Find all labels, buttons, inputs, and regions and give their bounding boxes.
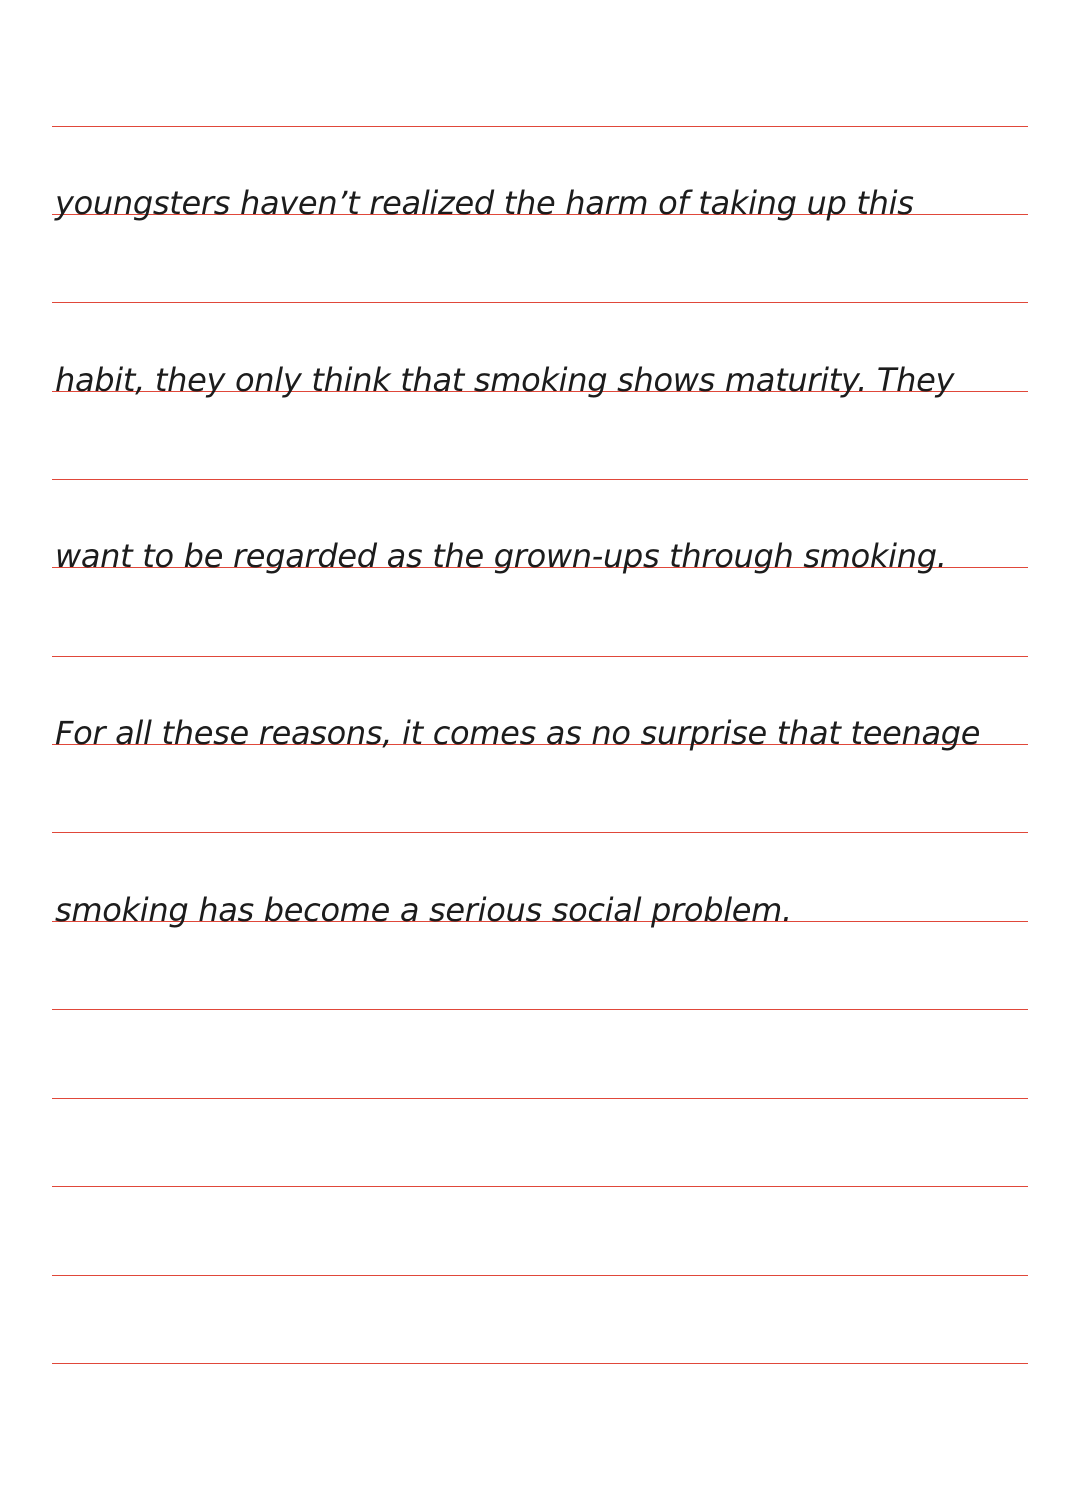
- essay-line: habit, they only think that smoking shows maturity. They: [55, 361, 955, 399]
- ruled-line: [52, 126, 1028, 127]
- ruled-line: [52, 1275, 1028, 1276]
- ruled-line: [52, 1098, 1028, 1099]
- ruled-line: [52, 656, 1028, 657]
- ruled-line: [52, 832, 1028, 833]
- essay-line: smoking has become a serious social problem.: [55, 891, 792, 929]
- ruled-line: [52, 1009, 1028, 1010]
- ruled-line: [52, 1186, 1028, 1187]
- ruled-line: [52, 479, 1028, 480]
- ruled-line: [52, 302, 1028, 303]
- ruled-line: [52, 1363, 1028, 1364]
- essay-line: youngsters haven’t realized the harm of taking up this: [55, 184, 914, 222]
- essay-line: For all these reasons, it comes as no surprise that teenage: [55, 714, 981, 752]
- essay-line: want to be regarded as the grown-ups through smoking.: [55, 537, 947, 575]
